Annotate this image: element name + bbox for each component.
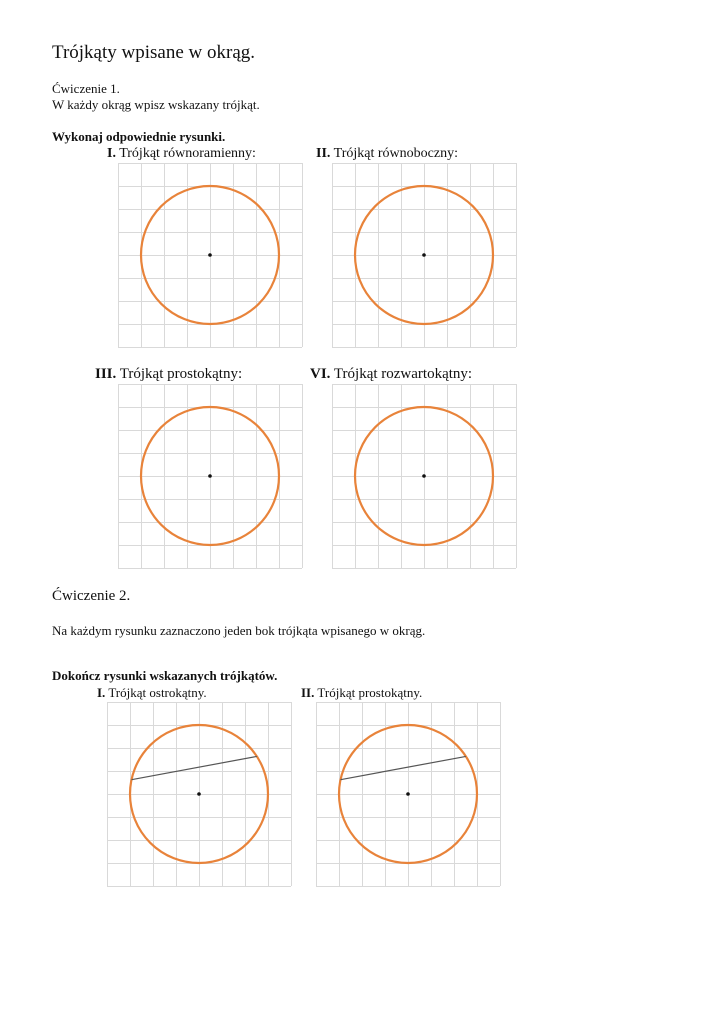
ex1-item-1-caption xyxy=(107,146,256,162)
ex2-figure-2[interactable] xyxy=(316,702,500,886)
ex1-item-4-caption xyxy=(310,366,472,383)
exercise-1-heading: Ćwiczenie 1. xyxy=(52,81,120,96)
center-point xyxy=(406,792,410,796)
ex2-item-1-label: Trójkąt ostrokątny. xyxy=(108,685,207,700)
center-point xyxy=(197,792,201,796)
ex1-item-3-number: III. xyxy=(95,366,117,382)
ex2-figure-1[interactable] xyxy=(107,702,291,886)
exercise-2-instruction: Na każdym rysunku zaznaczono jeden bok trójkąta wpisanego w okrąg. xyxy=(52,623,426,638)
center-point xyxy=(422,253,426,257)
given-triangle-side xyxy=(132,756,257,779)
page-title: Trójkąty wpisane w okrąg. xyxy=(52,42,255,63)
ex2-item-2-caption xyxy=(301,685,422,701)
ex2-item-2-label: Trójkąt prostokątny. xyxy=(317,685,423,700)
center-point xyxy=(208,474,212,478)
ex1-item-1-number: I. xyxy=(107,146,116,161)
ex2-item-1-number: I. xyxy=(97,685,106,700)
ex1-item-2-number: II. xyxy=(316,146,331,161)
ex1-item-3-caption xyxy=(95,366,242,383)
exercise-1-task: Wykonaj odpowiednie rysunki. xyxy=(52,129,226,144)
ex1-item-2-label: Trójkąt równoboczny: xyxy=(333,146,458,161)
ex2-item-2-number: II. xyxy=(301,685,315,700)
exercise-2-heading: Ćwiczenie 2. xyxy=(52,588,131,604)
ex1-figure-2[interactable] xyxy=(332,163,516,347)
ex1-figure-4[interactable] xyxy=(332,384,516,568)
ex1-item-4-label: Trójkąt rozwartokątny: xyxy=(333,366,473,382)
exercise-2-task: Dokończ rysunki wskazanych trójkątów. xyxy=(52,668,278,683)
center-point xyxy=(208,253,212,257)
ex1-figure-3[interactable] xyxy=(118,384,302,568)
ex2-item-1-caption xyxy=(97,685,207,701)
ex1-item-4-number: VI. xyxy=(310,366,331,382)
ex1-figure-1[interactable] xyxy=(118,163,302,347)
given-triangle-side xyxy=(341,756,466,779)
exercise-1-instruction: W każdy okrąg wpisz wskazany trójkąt. xyxy=(52,97,260,112)
ex1-item-1-label: Trójkąt równoramienny: xyxy=(119,146,256,161)
ex1-item-2-caption xyxy=(316,146,458,162)
center-point xyxy=(422,474,426,478)
ex1-item-3-label: Trójkąt prostokątny: xyxy=(119,366,243,382)
